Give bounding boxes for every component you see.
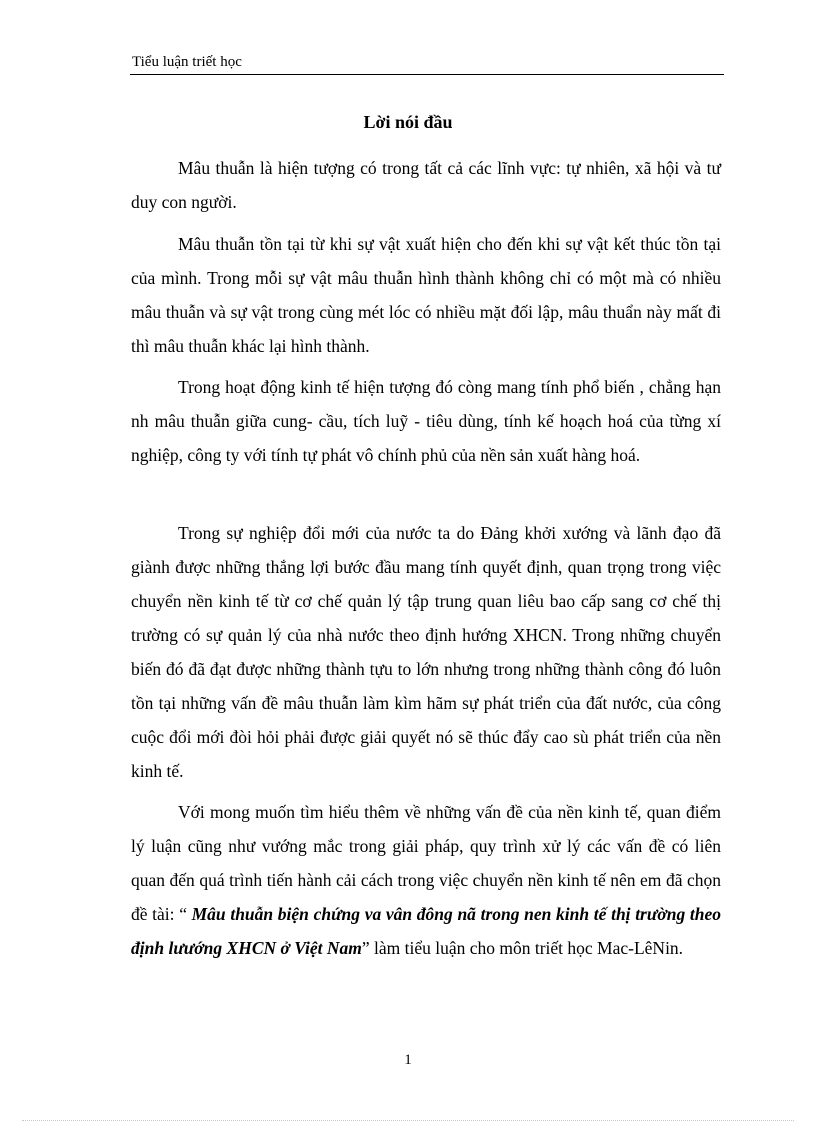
paragraph-2-text: Mâu thuẫn tồn tại từ khi sự vật xuất hiện cho đến khi sự vật kết thúc tồn tại của mình. Trong mỗi sự vật mâu thuẫn hình thành không chỉ có một mà có nhiều mâu thuẫn và sự vật trong cùng mét lóc có nhiều mặt đối lập, mâu thuẩn này mất đi thì mâu thuẫn khác lại hình thành.	[131, 234, 721, 356]
page-number: 1	[404, 1052, 412, 1068]
paragraph-5-before: Với mong muốn tìm hiểu thêm về những vấn đề của nền kinh tế, quan điểm lý luận cũng như vướng mắc trong giải pháp, quy trình xử lý các vấn đề có liên quan đến quá trình tiến hành cải cách trong việc chuyển nền kinh tế nên em đã chọn đề tài: “	[131, 802, 721, 924]
paragraph-1-text: Mâu thuẫn là hiện tượng có trong tất cả các lĩnh vực: tự nhiên, xã hội và tư duy con người.	[131, 158, 721, 212]
page-title: Lời nói đầu	[363, 112, 453, 132]
page-header	[130, 52, 724, 75]
paragraph-5-after: ” làm tiểu luận cho môn triết học Mac-LêNin.	[361, 938, 684, 958]
paragraph-5	[131, 795, 721, 965]
essay-topic: Mâu thuẫn biện chứng va vân đông nã trong nen kinh tế thị trường theo định lưướng XHCN ở Việt Nam	[131, 904, 721, 958]
paragraph-4	[131, 516, 721, 788]
paragraph-4-text: Trong sự nghiệp đổi mới của nước ta do Đảng khởi xướng và lãnh đạo đã giành được những thắng lợi bước đầu mang tính quyết định, quan trọng trong việc chuyển nền kinh tế từ cơ chế quản lý tập trung quan liêu bao cấp sang cơ chế thị trường có sự quản lý của nhà nước theo định hướng XHCN. Trong những chuyển biến đó đã đạt được những thành tựu to lớn nhưng trong những thành công đó luôn tồn tại những vấn đề mâu thuẫn làm kìm hãm sự phát triển của đất nước, của công cuộc đổi mới đòi hỏi phải được giải quyết nó sẽ thúc đẩy cao sù phát triển của nền kinh tế.	[131, 523, 721, 781]
paragraph-3-text: Trong hoạt động kinh tế hiện tượng đó còng mang tính phổ biến , chẳng hạn nh mâu thuẫn giữa cung- cầu, tích luỹ - tiêu dùng, tính kế hoạch hoá của từng xí nghiệp, công ty với tính tự phát vô chính phủ của nền sản xuất hàng hoá.	[131, 377, 721, 465]
header-text: Tiểu luận triết học	[132, 54, 242, 70]
page-bottom-divider	[22, 1120, 794, 1121]
paragraph-2	[131, 227, 721, 363]
paragraph-3	[131, 370, 721, 472]
paragraph-1	[131, 151, 721, 219]
